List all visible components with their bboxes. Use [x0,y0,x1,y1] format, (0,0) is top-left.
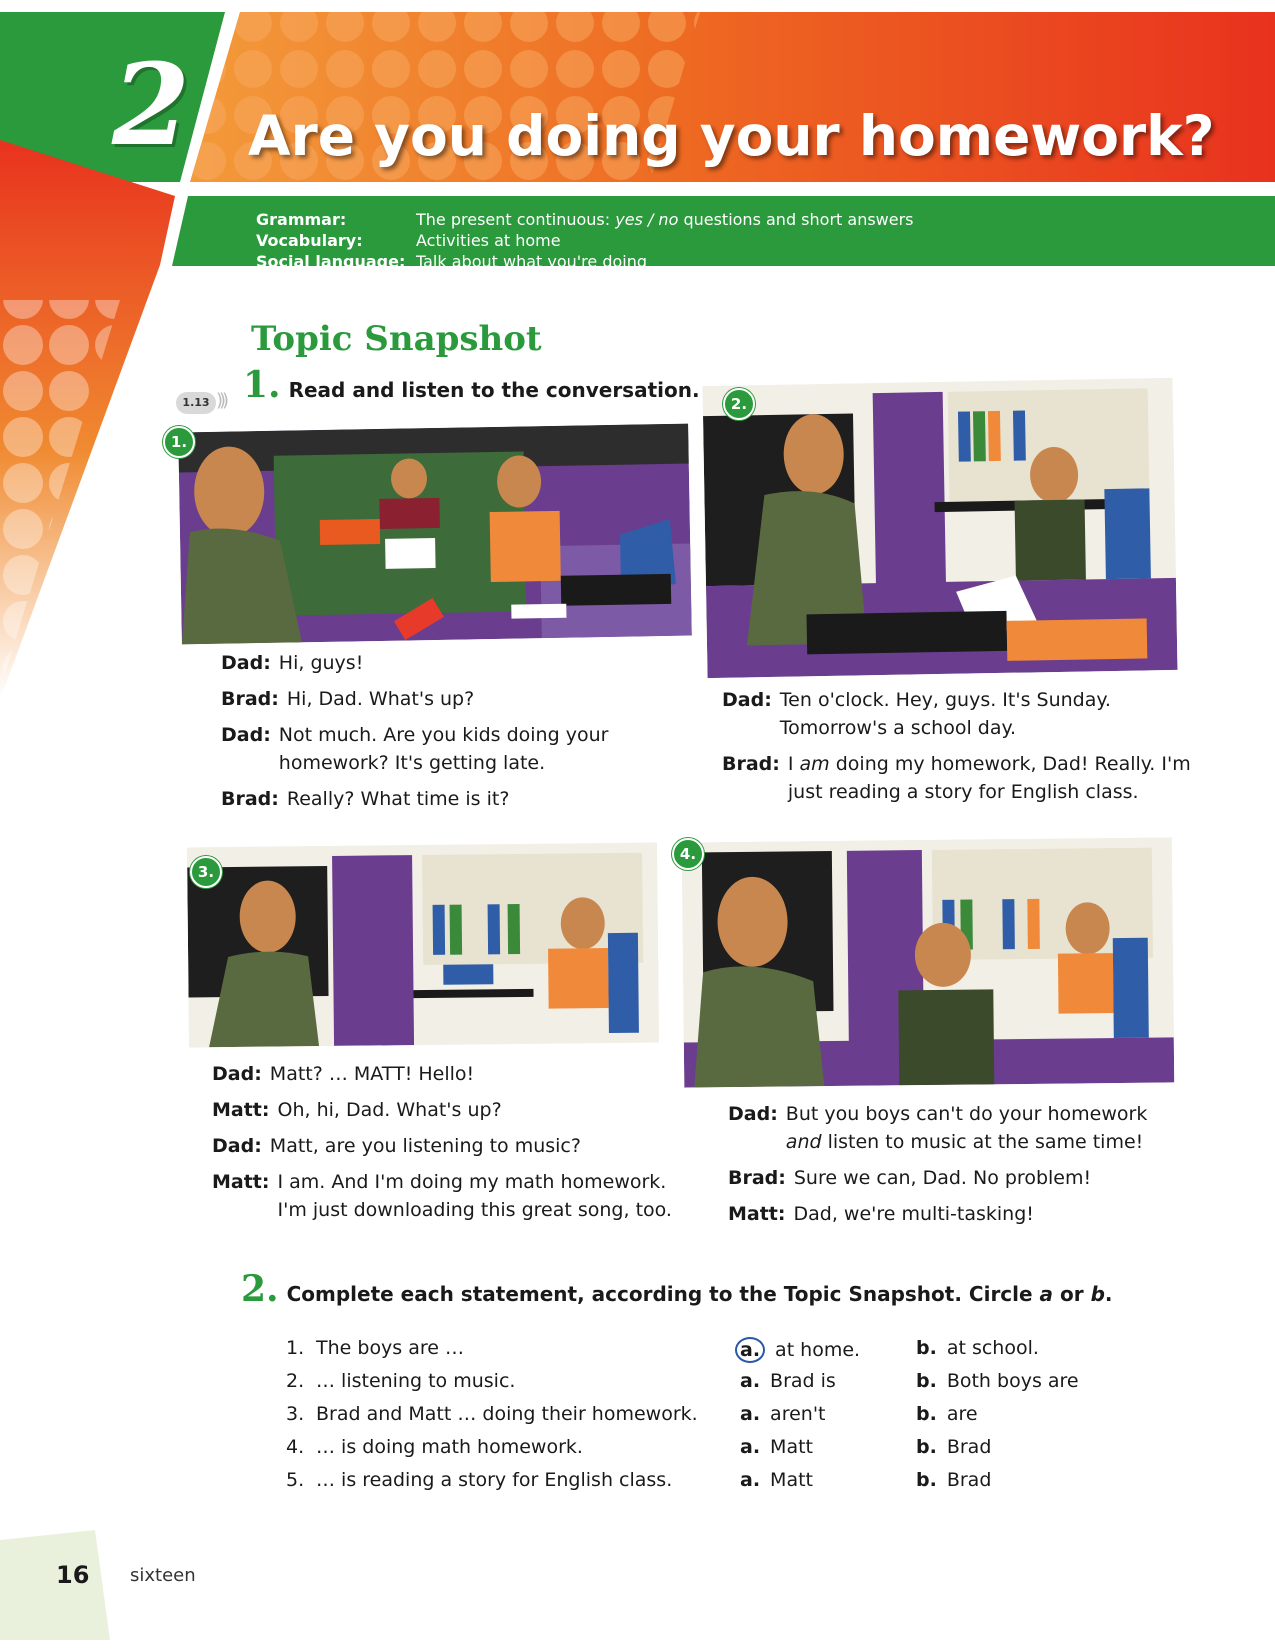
comic-panel-4 [682,837,1175,1087]
dialog-panel-2 [722,686,1192,814]
option-a[interactable]: a. Brad is [740,1370,836,1392]
comic-panel-3 [187,843,659,1048]
unit-title: Are you doing your homework? [248,104,1215,168]
speaker: Matt: [212,1099,270,1121]
item-stem: Brad and Matt … doing their homework. [316,1403,698,1425]
line-text: But you boys can't do your homework and listen to music at the same time! [785,1103,1148,1153]
dialog-line [221,785,631,813]
goal-value: Talk about what you're doing [416,252,648,271]
dialog-line [212,1132,672,1160]
panel-badge-4: 4. [672,838,704,870]
item-stem: … listening to music. [316,1370,516,1392]
dialog-line [221,685,631,713]
goal-value: Activities at home [416,231,561,250]
speaker: Dad: [212,1135,262,1157]
goal-label: Social language: [256,252,406,271]
line-text: Ten o'clock. Hey, guys. It's Sunday. Tomorrow's a school day. [779,689,1111,739]
comic-panel-2 [702,378,1177,678]
dialog-panel-1 [221,649,631,821]
audio-track-icon[interactable]: 1.13 [176,392,216,414]
speaker: Dad: [221,652,271,674]
speaker: Dad: [212,1063,262,1085]
item-number: 3. [286,1403,305,1425]
item-stem: The boys are … [316,1337,465,1359]
option-b[interactable]: b. are [916,1403,978,1425]
circled-answer: a. [735,1337,765,1363]
section-title: Topic Snapshot [251,319,542,359]
speaker: Brad: [221,688,279,710]
illustration-living-room [178,424,692,645]
sound-waves-icon: ))) [216,390,226,411]
line-text: Not much. Are you kids doing your homework? It's getting late. [278,724,609,774]
page-number-word: sixteen [130,1565,196,1586]
dialog-line [212,1096,672,1124]
item-number: 2. [286,1370,305,1392]
dialog-line [728,1164,1178,1192]
dialog-line [722,686,1192,742]
exercise-number: 1. [243,364,281,406]
page-number: 16 [56,1561,90,1589]
goal-social-language [256,251,914,272]
exercise-1-heading [243,364,700,406]
exercise-instruction: Complete each statement, according to the Topic Snapshot. Circle a or b. [286,1282,1113,1306]
line-text: I am doing my homework, Dad! Really. I'm just reading a story for English class. [787,753,1191,803]
item-number: 4. [286,1436,305,1458]
item-number: 5. [286,1469,305,1491]
dialog-panel-4 [728,1100,1178,1236]
option-b[interactable]: b. Both boys are [916,1370,1079,1392]
panel-badge-2: 2. [723,388,755,420]
line-text: Oh, hi, Dad. What's up? [277,1099,502,1121]
item-stem: … is reading a story for English class. [316,1469,673,1491]
dialog-line [212,1168,672,1224]
item-number: 1. [286,1337,305,1359]
dialog-panel-3 [212,1060,672,1232]
option-b[interactable]: b. Brad [916,1436,992,1458]
line-text: Dad, we're multi-tasking! [793,1203,1034,1225]
line-text: Matt? … MATT! Hello! [269,1063,475,1085]
unit-goals [256,209,914,272]
panel-badge-1: 1. [163,426,195,458]
line-text: I am. And I'm doing my math homework. I'm just downloading this great song, too. [277,1171,672,1221]
dialog-line [728,1100,1178,1156]
goal-value: The present continuous: yes / no questions and short answers [416,210,914,229]
exercise-number: 2. [241,1268,279,1310]
speaker: Brad: [722,753,780,775]
option-a[interactable]: a. Matt [740,1469,813,1491]
goal-label: Vocabulary: [256,231,363,250]
goal-vocabulary [256,230,914,251]
option-b[interactable]: b. Brad [916,1469,992,1491]
comic-panel-1 [178,424,692,645]
speaker: Dad: [221,724,271,746]
dialog-line [728,1200,1178,1228]
line-text: Hi, Dad. What's up? [286,688,475,710]
goal-label: Grammar: [256,210,347,229]
speaker: Dad: [722,689,772,711]
option-b[interactable]: b. at school. [916,1337,1039,1359]
dialog-line [221,721,631,777]
speaker: Brad: [221,788,279,810]
dialog-line [221,649,631,677]
illustration-bedroom-desk [702,378,1177,678]
exercise-instruction: Read and listen to the conversation. [288,378,700,402]
dialog-line [212,1060,672,1088]
illustration-dad-and-boys [682,837,1175,1087]
line-text: Matt, are you listening to music? [269,1135,581,1157]
dialog-line [722,750,1192,806]
item-stem: … is doing math homework. [316,1436,583,1458]
speaker: Brad: [728,1167,786,1189]
goal-grammar [256,209,914,230]
exercise-2-heading [241,1268,1113,1310]
illustration-bedroom-music [187,843,659,1048]
line-text: Hi, guys! [278,652,364,674]
line-text: Really? What time is it? [286,788,510,810]
option-a[interactable]: a. at home. [740,1337,860,1363]
option-a[interactable]: a. aren't [740,1403,826,1425]
unit-number: 2 [112,40,188,171]
panel-badge-3: 3. [190,856,222,888]
option-a[interactable]: a. Matt [740,1436,813,1458]
speaker: Matt: [212,1171,270,1193]
line-text: Sure we can, Dad. No problem! [793,1167,1092,1189]
speaker: Dad: [728,1103,778,1125]
speaker: Matt: [728,1203,786,1225]
